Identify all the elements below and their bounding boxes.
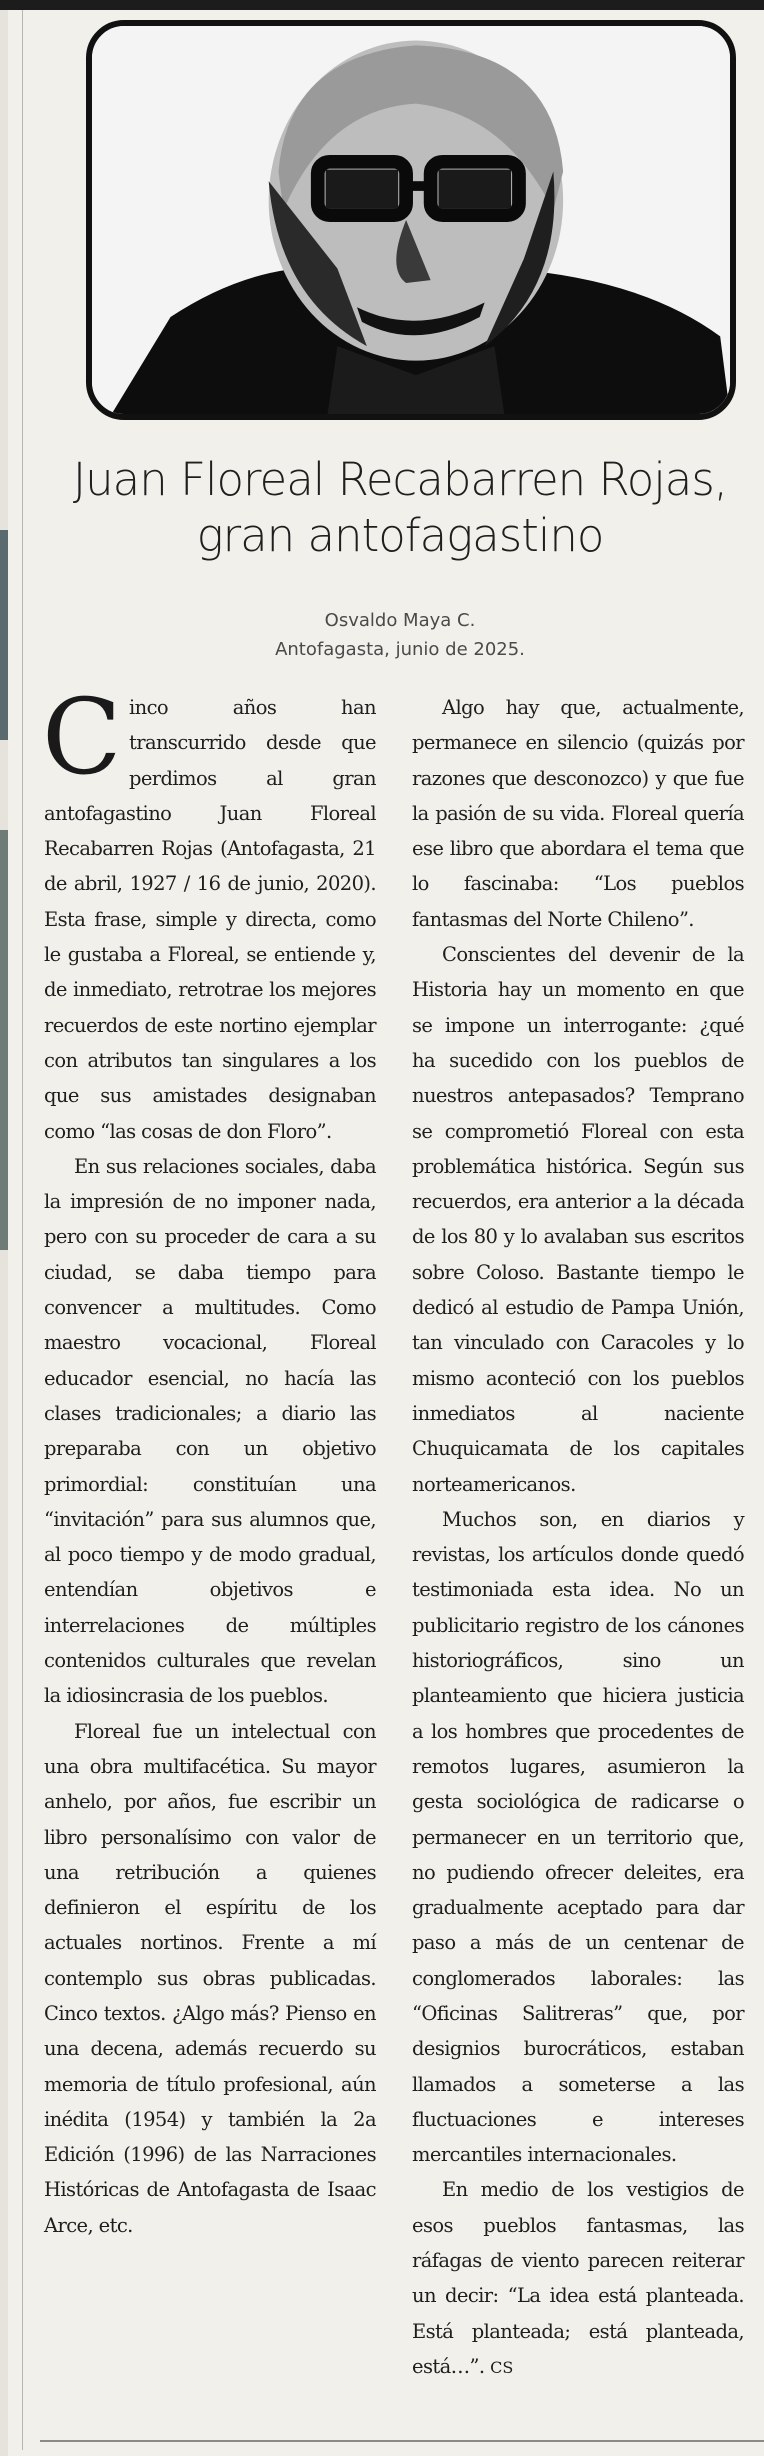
article-column-left: [42, 676, 376, 2243]
author-name: Osvaldo Maya C.: [324, 610, 476, 631]
column-rule: [22, 10, 23, 2450]
article-headline: Juan Floreal Recabarren Rojas, gran antofagastino: [72, 453, 728, 562]
place-date: Antofagasta, junio de 2025.: [275, 639, 525, 660]
article-column-right: [412, 690, 744, 2385]
paragraph-3: Floreal fue un intelectual con una obra multifacética. Su mayor anhelo, por años, fue escribir un libro personalísimo con valor de una retribución a quienes definieron el espíritu de los actuales nortinos. Frente a mí contemplo sus obras publicadas. Cinco textos. ¿Algo más? Pienso en una decena, además recuerdo su memoria de título profesional, aún inédita (1954) y también la 2a Edición (1996) de las Narraciones Históricas de Antofagasta de Isaac Arce, etc.: [44, 1719, 376, 2237]
bottom-rule: [40, 2440, 764, 2442]
paragraph-2: En sus relaciones sociales, daba la impresión de no imponer nada, pero con su proceder de cara a su ciudad, se daba tiempo para convencer a multitudes. Como maestro vocacional, Floreal educador esencial, no hacía las clases tradicionales; a diario las preparaba con un objetivo primordial: constituían una “invitación” para sus alumnos que, al poco tiempo y de modo gradual, entendían objetivos e interrelaciones de múltiples contenidos culturales que revelan la idiosincrasia de los pueblos.: [44, 1154, 376, 1708]
paragraph-1: Cinco años han transcurrido desde que perdimos al gran antofagastino Juan Floreal Recabarren Rojas (Antofagasta, 21 de abril, 1927 / 16 de junio, 2020). Esta frase, simple y directa, como le gustaba a Floreal, se entiende y, de inmediato, retrotrae los mejores recuerdos de este nortino ejemplar con atributos tan singulares a los que sus amistades designaban como “las cosas de don Floro”.: [42, 676, 376, 1143]
adjacent-page-strip: [0, 10, 8, 2456]
signoff-mark: CS: [490, 2357, 514, 2377]
paragraph-4: Algo hay que, actualmente, permanece en silencio (quizás por razones que desconozco) y que fue la pasión de su vida. Floreal quería ese libro que abordara el tema que lo fascinaba: “Los pueblos fantasmas del Norte Chileno”.: [412, 696, 744, 931]
paragraph-5: Conscientes del devenir de la Historia hay un momento en que se impone un interrogante: ¿qué ha sucedido con los pueblos de nuestros antepasados? Temprano se comprometió Floreal con esta problemática histórica. Según sus recuerdos, era anterior a la década de los 80 y lo avalaban sus escritos sobre Coloso. Bastante tiempo le dedicó al estudio de Pampa Unión, tan vinculado con Caracoles y lo mismo aconteció con los pueblos inmediatos al naciente Chuquicamata de los capitales norteamericanos.: [412, 943, 744, 1496]
drop-cap: C: [42, 676, 121, 798]
byline: [40, 606, 760, 664]
paragraph-7: En medio de los vestigios de esos pueblos fantasmas, las ráfagas de viento parecen reiterar un decir: “La idea está planteada. Está planteada; está planteada, está…”. CS: [412, 2178, 744, 2378]
paragraph-6: Muchos son, en diarios y revistas, los artículos donde quedó testimoniada esta idea. No un publicitario registro de los cánones historiográficos, sino un planteamiento que hiciera justicia a los hombres que procedentes de remotos lugares, asumieron la gesta sociológica de radicarse o permanecer en un territorio que, no pudiendo ofrecer deleites, era gradualmente aceptado para dar paso a más de un centenar de conglomerados laborales: las “Oficinas Salitreras” que, por designios burocráticos, estaban llamados a someterse a las fluctuaciones e intereses mercantiles internacionales.: [412, 1507, 744, 2167]
author-portrait: [86, 20, 736, 420]
top-bar: [0, 0, 764, 10]
